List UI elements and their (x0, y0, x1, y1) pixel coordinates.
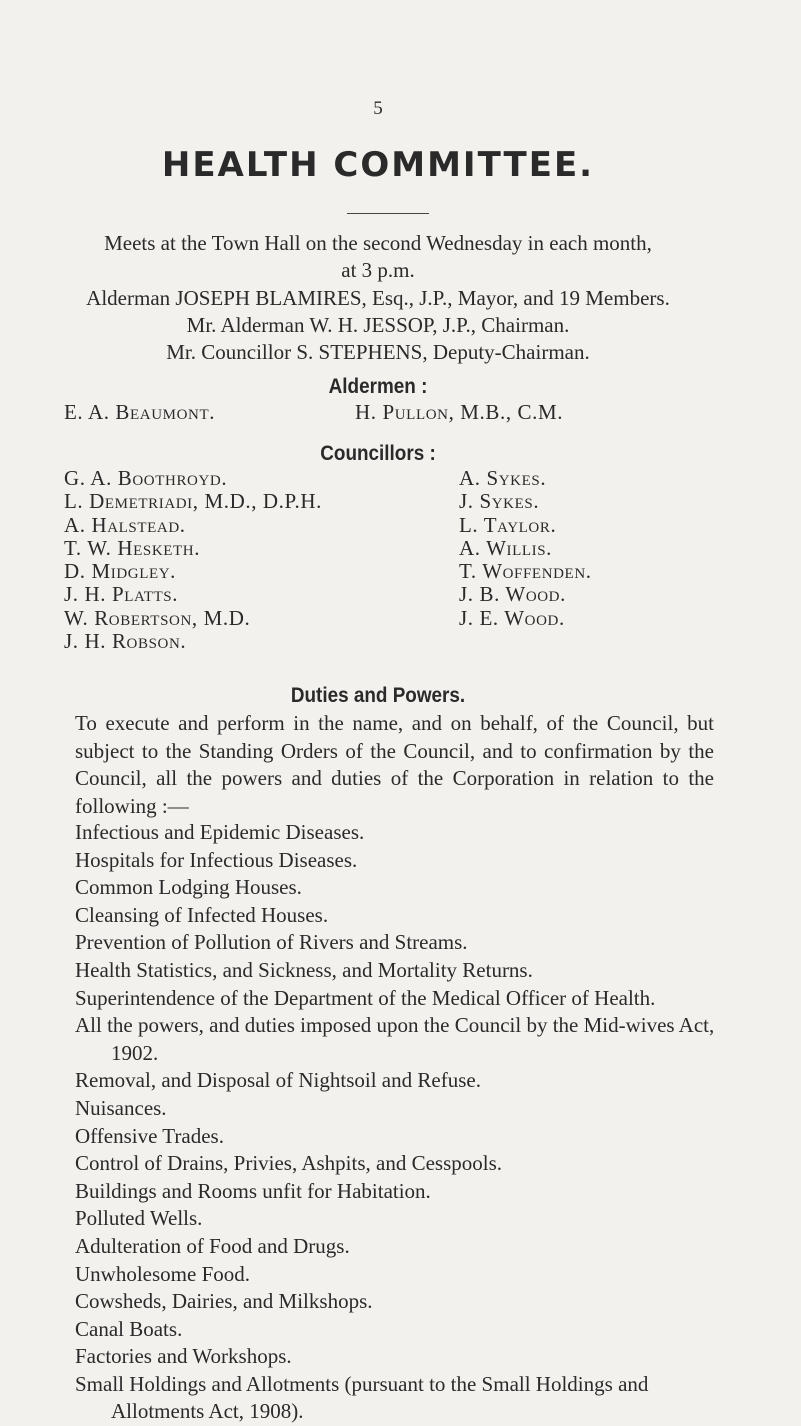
list-item: Hospitals for Infectious Diseases. (75, 847, 358, 872)
title-divider (347, 213, 429, 214)
list-item: Prevention of Pollution of Rivers and Streams. (75, 930, 468, 955)
list-item: Cowsheds, Dairies, and Milkshops. (75, 1289, 373, 1314)
list-item: Unwholesome Food. (75, 1261, 250, 1286)
list-item: Cleansing of Infected Houses. (75, 902, 329, 927)
duties-list (75, 819, 716, 1426)
councillor-name: J. B. Wood. (459, 582, 566, 607)
councillor-name: A. Halstead. (64, 512, 186, 537)
list-item: Polluted Wells. (75, 1206, 203, 1231)
list-item: Small Holdings and Allotments (pursuant to the Small Holdings and Allotments Act, 1908). (75, 1371, 649, 1424)
councillor-name: L. Demetriadi, M.D., D.P.H. (64, 489, 322, 514)
councillor-name: T. W. Hesketh. (64, 535, 201, 560)
mayor-line: Alderman JOSEPH BLAMIRES, Esq., J.P., Mayor, and 19 Members. (86, 286, 670, 310)
list-item: Health Statistics, and Sickness, and Mortality Returns. (75, 957, 533, 982)
list-item: Adulteration of Food and Drugs. (75, 1233, 350, 1258)
list-item: Canal Boats. (75, 1316, 183, 1341)
councillors-right-column (459, 467, 592, 630)
councillor-name: A. Willis. (459, 535, 553, 560)
list-item: Buildings and Rooms unfit for Habitation. (75, 1178, 431, 1203)
page-number: 5 (373, 98, 383, 119)
councillor-name: G. A. Boothroyd. (64, 466, 228, 490)
councillor-name: J. H. Robson. (64, 629, 187, 654)
meeting-info-line2: at 3 p.m. (341, 258, 415, 282)
councillor-name: J. H. Platts. (64, 582, 179, 607)
chairman-line: Mr. Alderman W. H. JESSOP, J.P., Chairman. (186, 313, 570, 337)
councillor-name: D. Midgley. (64, 559, 177, 584)
councillors-left-column (64, 467, 322, 653)
deputy-chairman-line: Mr. Councillor S. STEPHENS, Deputy-Chairman. (166, 340, 590, 364)
list-item: Infectious and Epidemic Diseases. (75, 820, 365, 844)
alderman-right: H. Pullon, M.B., C.M. (355, 400, 564, 424)
councillor-name: A. Sykes. (459, 466, 547, 490)
aldermen-heading: Aldermen : (328, 375, 428, 398)
list-item: Control of Drains, Privies, Ashpits, and Cesspools. (75, 1151, 503, 1176)
list-item: All the powers, and duties imposed upon the Council by the Mid-wives Act, 1902. (75, 1013, 715, 1065)
councillor-name: L. Taylor. (459, 512, 557, 537)
councillor-name: W. Robertson, M.D. (64, 605, 251, 630)
list-item: Nuisances. (75, 1095, 167, 1120)
councillor-name: T. Woffenden. (459, 559, 592, 584)
councillor-name: J. Sykes. (459, 489, 540, 514)
list-item: Factories and Workshops. (75, 1344, 292, 1369)
list-item: Superintendence of the Department of the Medical Officer of Health. (75, 985, 656, 1010)
alderman-left: E. A. Beaumont. (64, 400, 216, 424)
councillors-heading: Councillors : (320, 442, 436, 465)
meeting-info-line1: Meets at the Town Hall on the second Wednesday in each month, (104, 231, 652, 255)
duties-heading: Duties and Powers. (290, 684, 466, 707)
duties-intro: To execute and perform in the name, and on behalf, of the Council, but subject to the Standing Orders of the Council, and to confirmation by the Council, all the powers and duties of the Corporation in relation to the following :— (75, 711, 714, 818)
list-item: Common Lodging Houses. (75, 875, 302, 900)
page-title: HEALTH COMMITTEE. (161, 145, 595, 185)
list-item: Removal, and Disposal of Nightsoil and Refuse. (75, 1068, 481, 1093)
councillor-name: J. E. Wood. (459, 605, 565, 630)
list-item: Offensive Trades. (75, 1123, 224, 1148)
